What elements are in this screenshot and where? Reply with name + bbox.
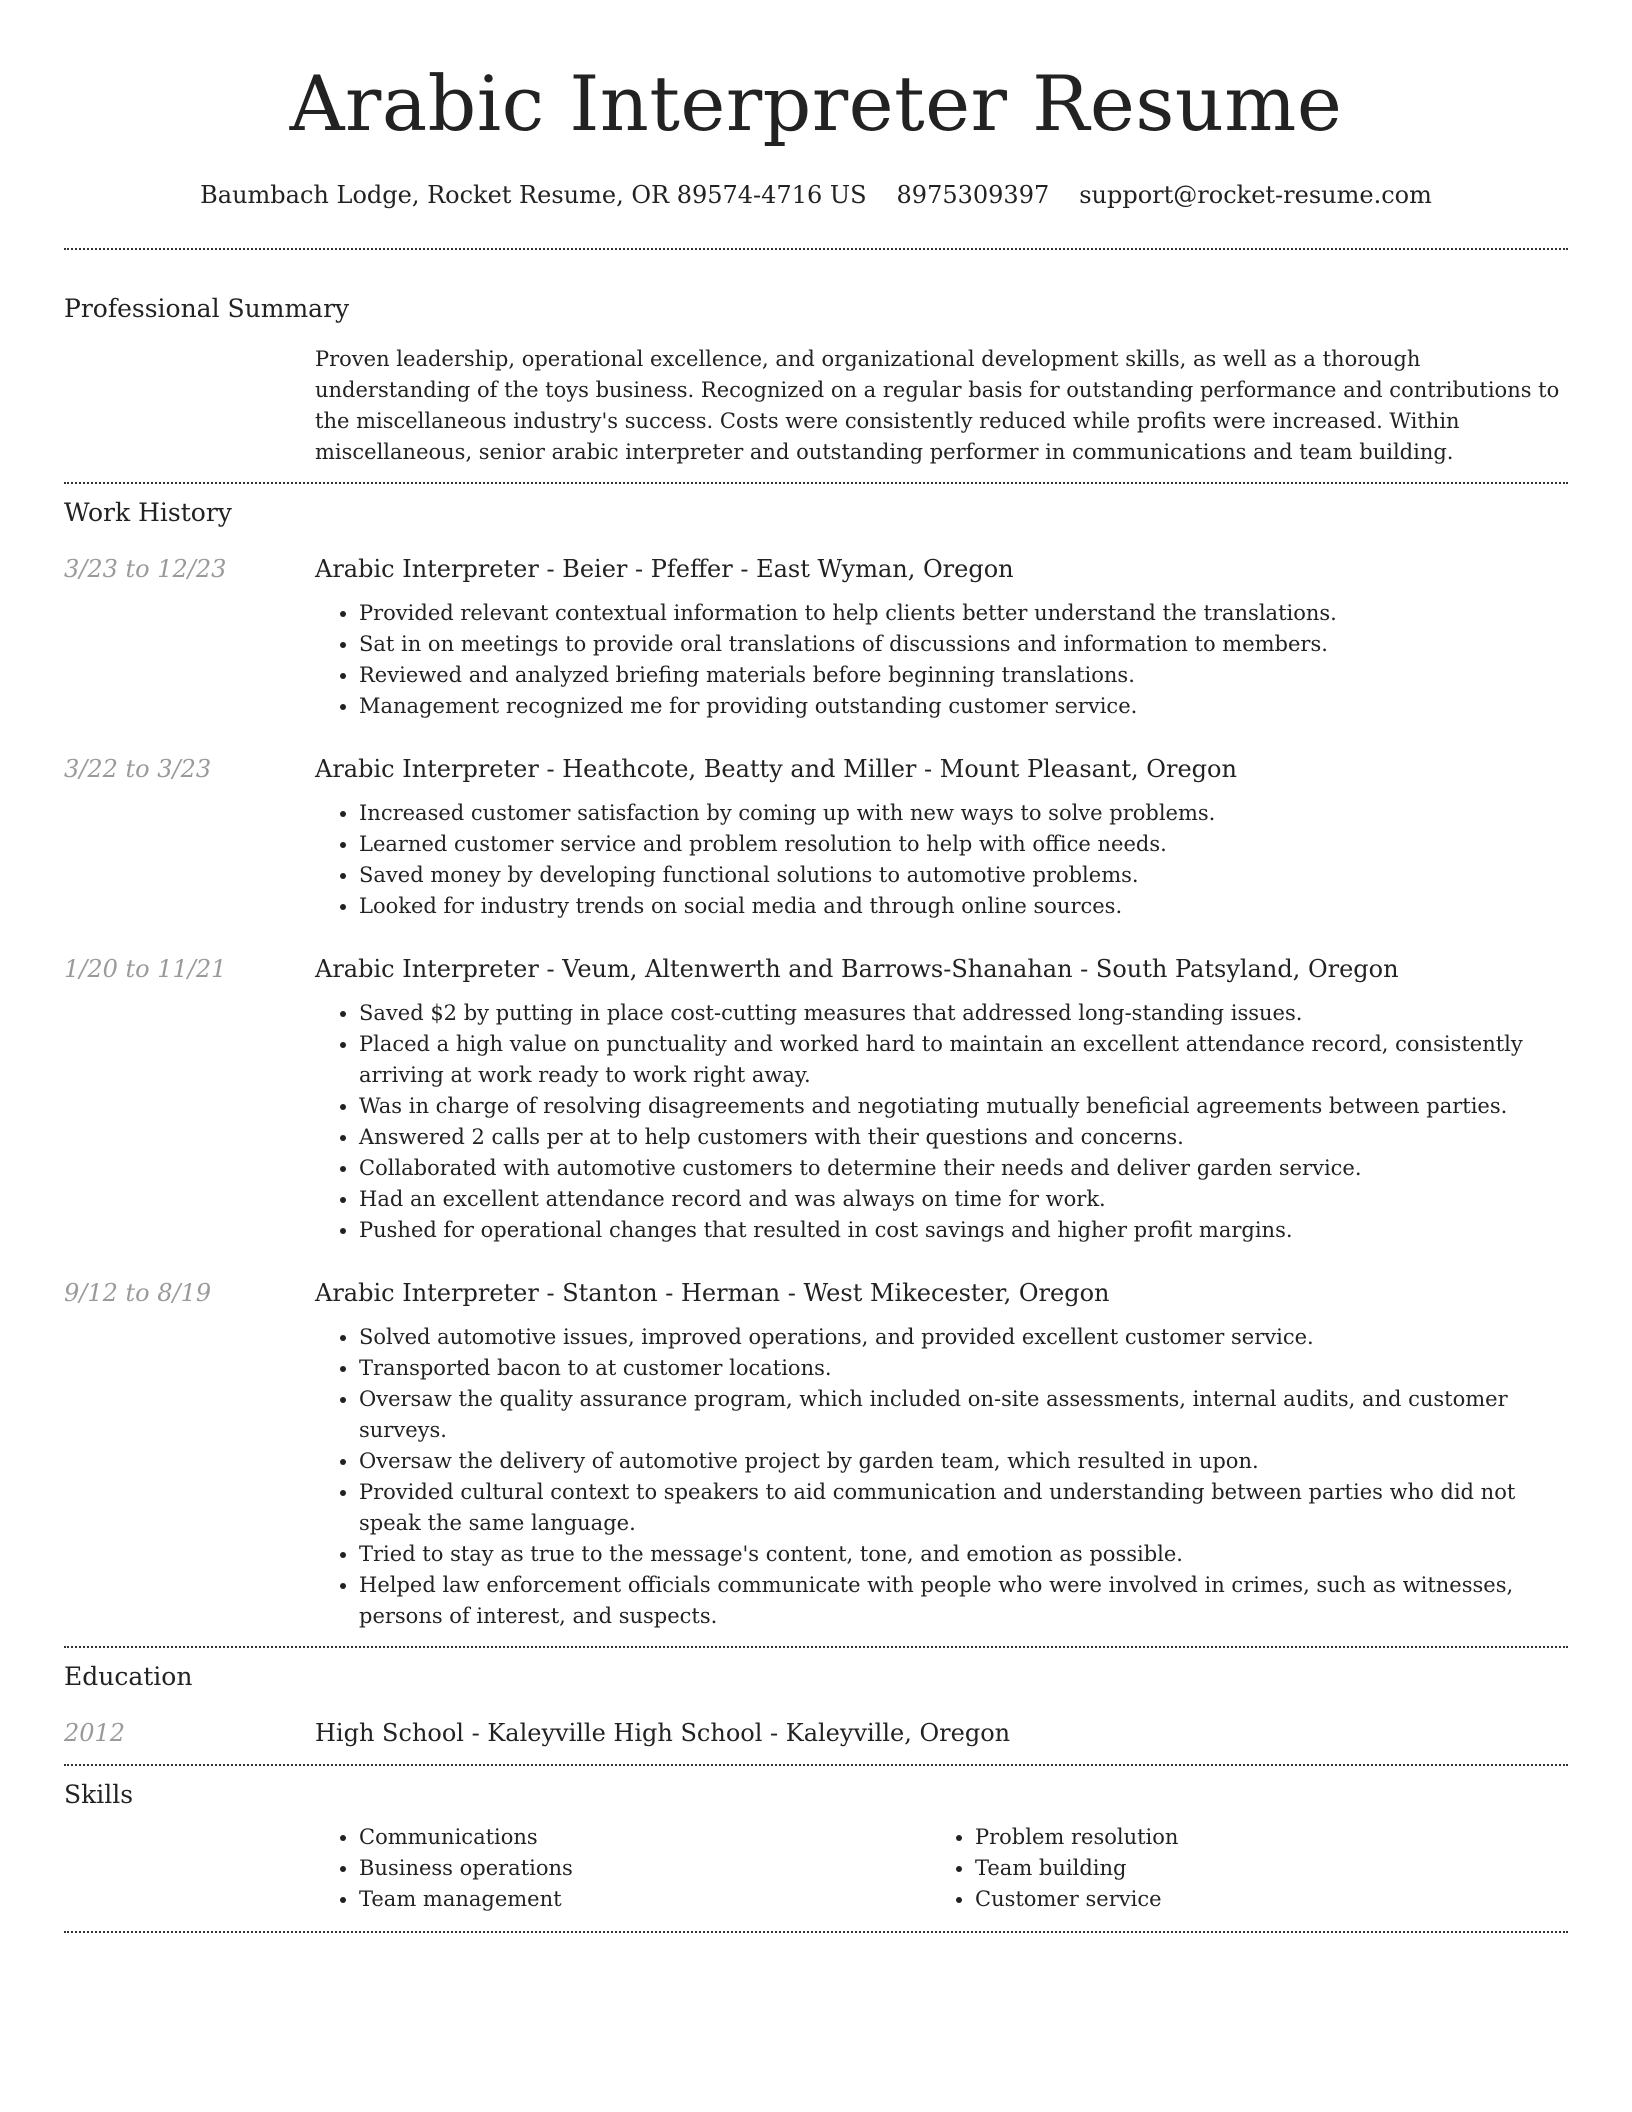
job-dates: 3/22 to 3/23: [64, 755, 212, 783]
divider: [64, 1646, 1568, 1648]
job-bullets: [315, 998, 1568, 1246]
skill-item: • Team management: [359, 1884, 931, 1915]
job-details: [315, 952, 1568, 1246]
job-dates: 9/12 to 8/19: [64, 1279, 212, 1307]
section-title-work-history: Work History: [64, 498, 232, 527]
list-item: • Answered 2 calls per at to help customers with their questions and concerns.: [359, 1122, 1568, 1153]
list-item: • Saved $2 by putting in place cost-cutting measures that addressed long-standing issues.: [359, 998, 1568, 1029]
divider: [64, 1931, 1568, 1933]
contact-line: [64, 178, 1568, 212]
skills-list: [315, 1822, 931, 1915]
list-item: • Management recognized me for providing outstanding customer service.: [359, 691, 1568, 722]
list-item: • Placed a high value on punctuality and worked hard to maintain an excellent attendance record, consistently arriving at work ready to work right away.: [359, 1029, 1568, 1091]
skills-list: [931, 1822, 1547, 1915]
job-entry: [64, 752, 1568, 922]
contact-email: support@rocket-resume.com: [1079, 181, 1432, 209]
summary-text: Proven leadership, operational excellence, and organizational development skills, as well as a thorough understanding of the toys business. Recognized on a regular basis for outstanding performance and contributions to the miscellaneous industry's success. Costs were consistently reduced while profits were increased. Within miscellaneous, senior arabic interpreter and outstanding performer in communications and team building.: [315, 347, 1560, 464]
job-entry: [64, 552, 1568, 722]
job-title: Arabic Interpreter - Stanton - Herman - West Mikecester, Oregon: [315, 1279, 1110, 1307]
list-item: • Provided cultural context to speakers to aid communication and understanding between parties who did not speak the same language.: [359, 1477, 1568, 1539]
section-title-education: Education: [64, 1662, 193, 1691]
list-item: • Had an excellent attendance record and was always on time for work.: [359, 1184, 1568, 1215]
divider: [64, 482, 1568, 484]
job-details: [315, 752, 1568, 922]
section-title-skills: Skills: [64, 1780, 134, 1809]
skills-spacer: [64, 1822, 315, 1915]
section-title-summary: Professional Summary: [64, 294, 350, 323]
divider: [64, 1764, 1568, 1766]
list-item: • Oversaw the quality assurance program, which included on-site assessments, internal audits, and customer surveys.: [359, 1384, 1568, 1446]
job-bullets: [315, 798, 1568, 922]
education-entry: [64, 1716, 1568, 1750]
skill-item: • Communications: [359, 1822, 931, 1853]
contact-address: Baumbach Lodge, Rocket Resume, OR 89574-4716 US: [200, 181, 867, 209]
education-detail: High School - Kaleyville High School - Kaleyville, Oregon: [315, 1719, 1011, 1747]
job-title: Arabic Interpreter - Heathcote, Beatty and Miller - Mount Pleasant, Oregon: [315, 755, 1237, 783]
resume-title: Arabic Interpreter Resume: [289, 59, 1343, 148]
list-item: • Saved money by developing functional solutions to automotive problems.: [359, 860, 1568, 891]
job-bullets: [315, 1322, 1568, 1632]
skill-item: • Problem resolution: [975, 1822, 1547, 1853]
list-item: • Helped law enforcement officials communicate with people who were involved in crimes, such as witnesses, persons of interest, and suspects.: [359, 1570, 1568, 1632]
list-item: • Oversaw the delivery of automotive project by garden team, which resulted in upon.: [359, 1446, 1568, 1477]
list-item: • Increased customer satisfaction by coming up with new ways to solve problems.: [359, 798, 1568, 829]
list-item: • Provided relevant contextual information to help clients better understand the translations.: [359, 598, 1568, 629]
summary-spacer: [64, 344, 315, 468]
skill-item: • Business operations: [359, 1853, 931, 1884]
skills-row: [64, 1822, 1568, 1915]
list-item: • Transported bacon to at customer locations.: [359, 1353, 1568, 1384]
list-item: • Was in charge of resolving disagreements and negotiating mutually beneficial agreements between parties.: [359, 1091, 1568, 1122]
list-item: • Tried to stay as true to the message's content, tone, and emotion as possible.: [359, 1539, 1568, 1570]
divider: [64, 248, 1568, 250]
summary-row: [64, 344, 1568, 468]
skills-grid: [315, 1822, 1568, 1915]
list-item: • Collaborated with automotive customers to determine their needs and deliver garden service.: [359, 1153, 1568, 1184]
list-item: • Learned customer service and problem resolution to help with office needs.: [359, 829, 1568, 860]
job-details: [315, 1276, 1568, 1632]
job-title: Arabic Interpreter - Beier - Pfeffer - East Wyman, Oregon: [315, 555, 1014, 583]
job-bullets: [315, 598, 1568, 722]
contact-phone: 8975309397: [896, 181, 1050, 209]
education-year: 2012: [64, 1719, 126, 1747]
list-item: • Solved automotive issues, improved operations, and provided excellent customer service.: [359, 1322, 1568, 1353]
skill-item: • Customer service: [975, 1884, 1547, 1915]
skills-column-left: [315, 1822, 931, 1915]
skills-column-right: [931, 1822, 1547, 1915]
list-item: • Pushed for operational changes that resulted in cost savings and higher profit margins.: [359, 1215, 1568, 1246]
job-entry: [64, 952, 1568, 1246]
job-details: [315, 552, 1568, 722]
list-item: • Looked for industry trends on social media and through online sources.: [359, 891, 1568, 922]
job-dates: 1/20 to 11/21: [64, 955, 227, 983]
skill-item: • Team building: [975, 1853, 1547, 1884]
job-title: Arabic Interpreter - Veum, Altenwerth and Barrows-Shanahan - South Patsyland, Oregon: [315, 955, 1399, 983]
job-dates: 3/23 to 12/23: [64, 555, 227, 583]
list-item: • Reviewed and analyzed briefing materials before beginning translations.: [359, 660, 1568, 691]
job-entry: [64, 1276, 1568, 1632]
list-item: • Sat in on meetings to provide oral translations of discussions and information to members.: [359, 629, 1568, 660]
